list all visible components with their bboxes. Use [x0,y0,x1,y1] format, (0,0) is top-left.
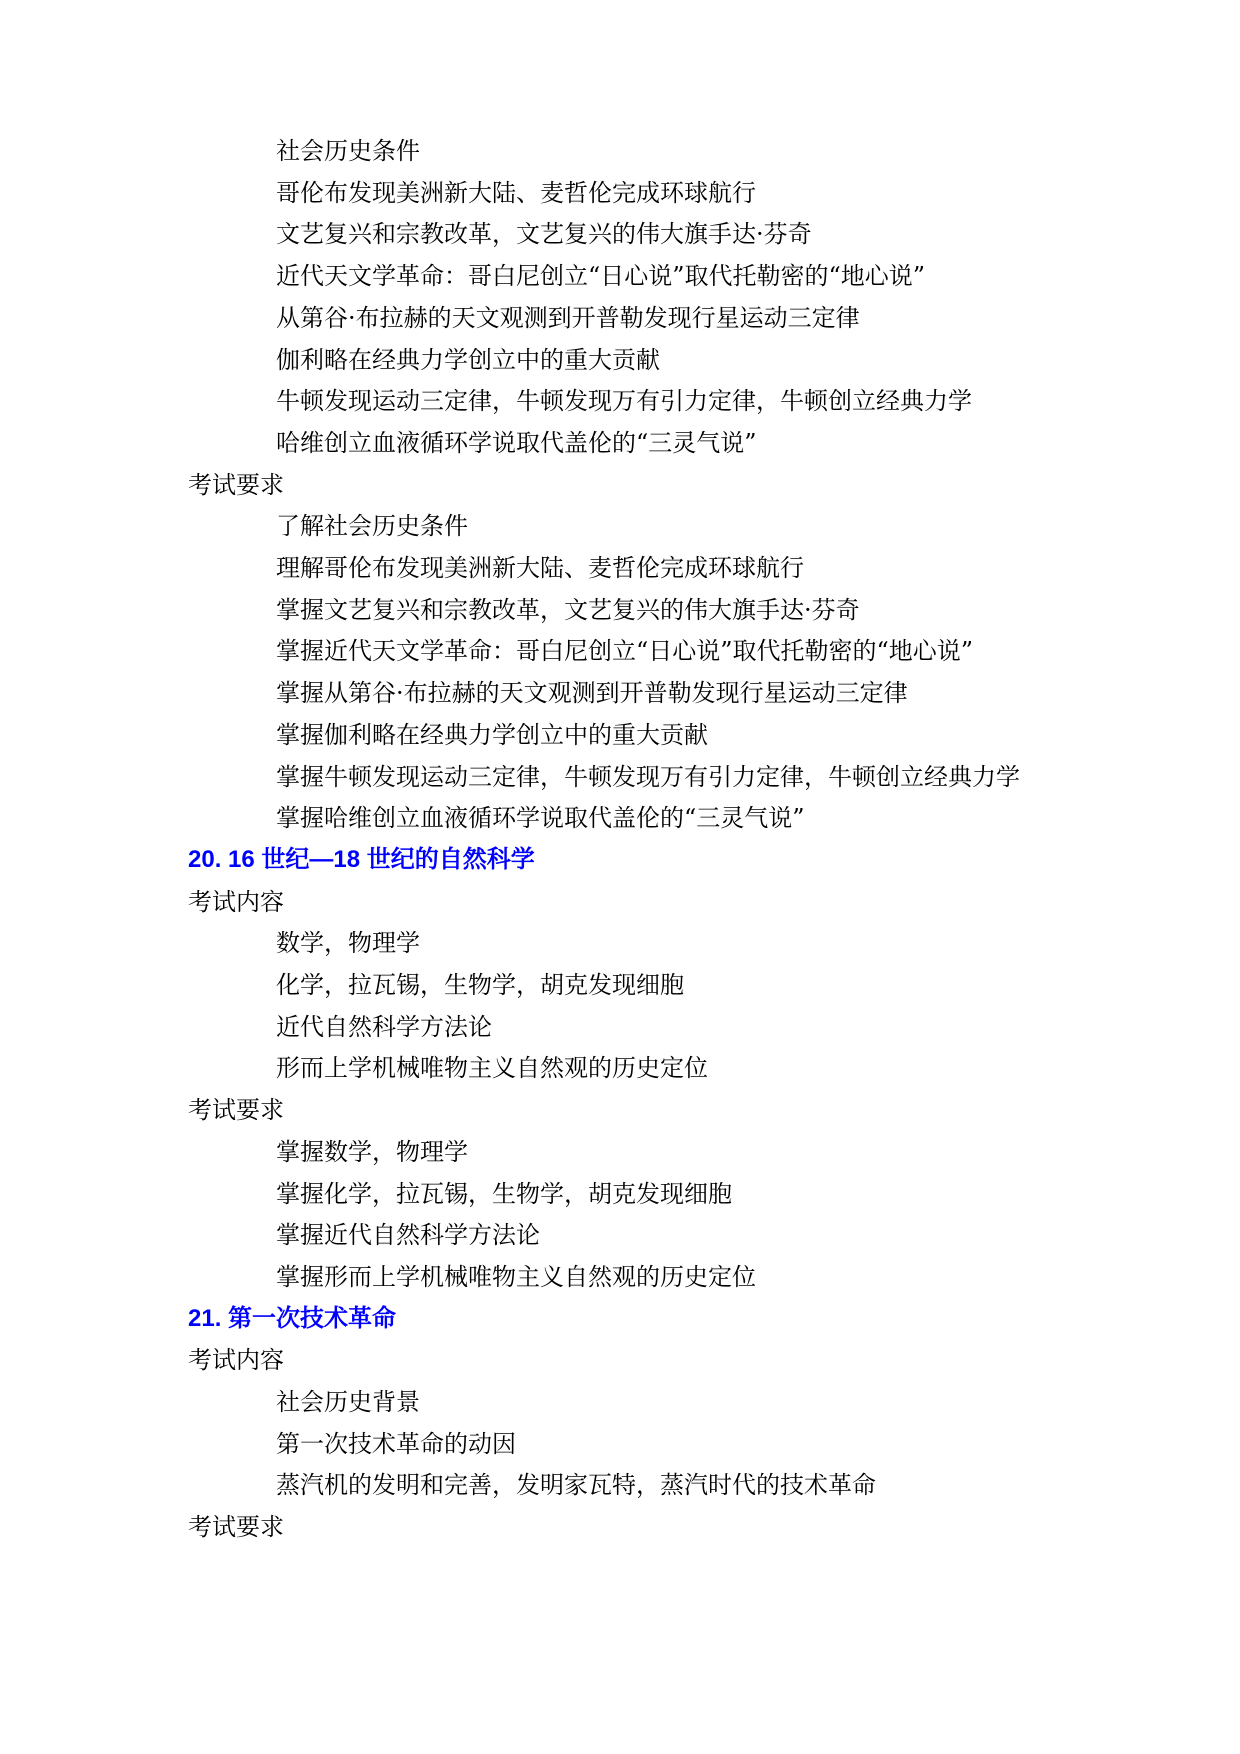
list-item: 社会历史背景 [276,1388,420,1416]
list-item: 第一次技术革命的动因 [276,1430,516,1458]
list-item: 文艺复兴和宗教改革，文艺复兴的伟大旗手达·芬奇 [276,220,812,248]
list-item: 形而上学机械唯物主义自然观的历史定位 [276,1054,708,1082]
list-item: 掌握数学，物理学 [276,1138,468,1166]
section-label: 考试要求 [188,1096,284,1124]
list-item: 从第谷·布拉赫的天文观测到开普勒发现行星运动三定律 [276,304,860,332]
list-item: 哈维创立血液循环学说取代盖伦的“三灵气说” [276,429,757,457]
list-item: 社会历史条件 [276,137,420,165]
list-item: 近代自然科学方法论 [276,1013,492,1041]
list-item: 蒸汽机的发明和完善，发明家瓦特，蒸汽时代的技术革命 [276,1471,876,1499]
list-item: 化学，拉瓦锡，生物学，胡克发现细胞 [276,971,684,999]
list-item: 掌握近代天文学革命：哥白尼创立“日心说”取代托勒密的“地心说” [276,637,974,665]
list-item: 了解社会历史条件 [276,512,468,540]
list-item: 哥伦布发现美洲新大陆、麦哲伦完成环球航行 [276,179,756,207]
list-item: 理解哥伦布发现美洲新大陆、麦哲伦完成环球航行 [276,554,804,582]
list-item: 掌握伽利略在经典力学创立中的重大贡献 [276,721,708,749]
list-item: 近代天文学革命：哥白尼创立“日心说”取代托勒密的“地心说” [276,262,926,290]
list-item: 掌握化学，拉瓦锡，生物学，胡克发现细胞 [276,1180,732,1208]
section-heading: 21. 第一次技术革命 [188,1305,397,1332]
section-label: 考试要求 [188,471,284,499]
list-item: 掌握从第谷·布拉赫的天文观测到开普勒发现行星运动三定律 [276,679,908,707]
section-heading: 20. 16 世纪—18 世纪的自然科学 [188,846,535,873]
list-item: 伽利略在经典力学创立中的重大贡献 [276,346,660,374]
list-item: 数学，物理学 [276,929,420,957]
list-item: 掌握文艺复兴和宗教改革，文艺复兴的伟大旗手达·芬奇 [276,596,860,624]
section-label: 考试内容 [188,1346,284,1374]
list-item: 掌握形而上学机械唯物主义自然观的历史定位 [276,1263,756,1291]
section-label: 考试内容 [188,888,284,916]
section-label: 考试要求 [188,1513,284,1541]
list-item: 掌握哈维创立血液循环学说取代盖伦的“三灵气说” [276,804,805,832]
list-item: 牛顿发现运动三定律，牛顿发现万有引力定律，牛顿创立经典力学 [276,387,972,415]
list-item: 掌握牛顿发现运动三定律，牛顿发现万有引力定律，牛顿创立经典力学 [276,763,1020,791]
list-item: 掌握近代自然科学方法论 [276,1221,540,1249]
